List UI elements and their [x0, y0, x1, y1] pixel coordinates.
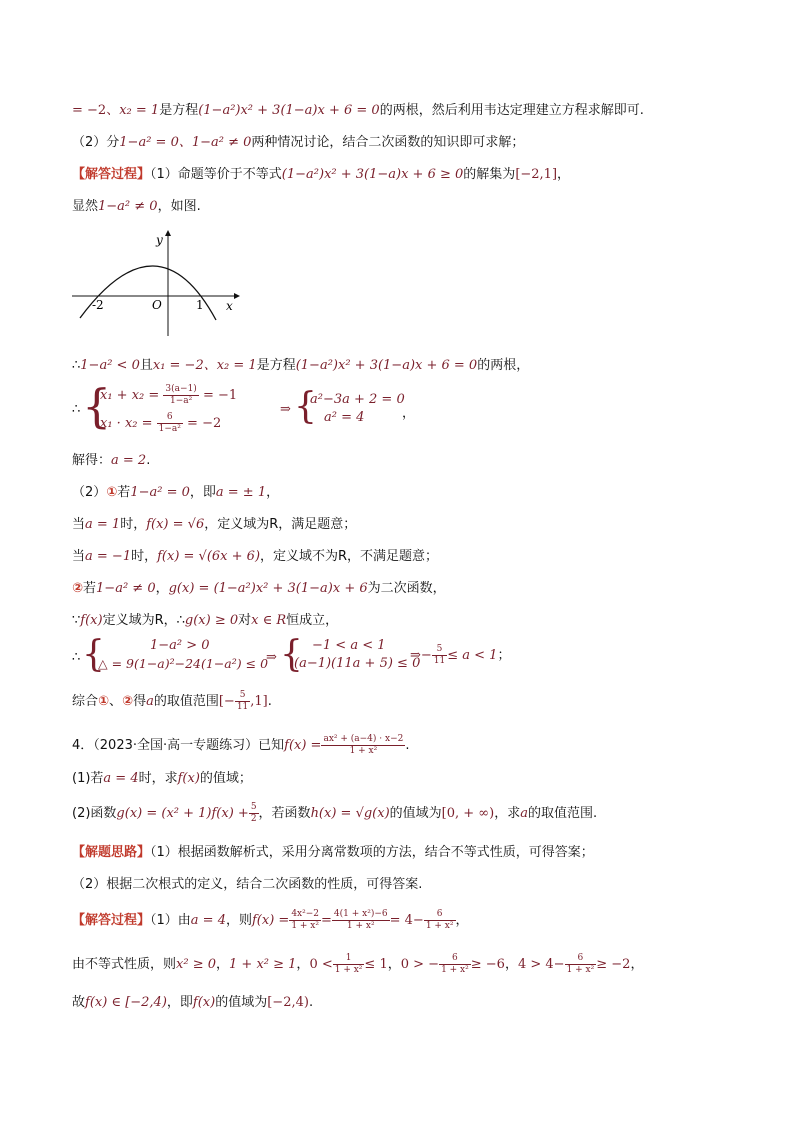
text: 时，求	[138, 771, 178, 786]
math: a²−3a + 2 = 0	[310, 392, 405, 407]
left-brace: {	[82, 634, 105, 675]
text: ，	[387, 957, 401, 972]
math: a = 1	[85, 517, 121, 532]
text: 的值域为	[215, 995, 268, 1010]
text: ，若函数	[258, 806, 311, 821]
math: a	[146, 694, 154, 709]
numerator: 1	[333, 953, 365, 965]
math: f(x) =	[284, 738, 322, 753]
parabola-graph	[68, 228, 248, 340]
text-line	[72, 357, 529, 375]
text: 当	[72, 517, 86, 532]
denominator: 11	[433, 656, 446, 666]
text: 时，	[120, 517, 147, 532]
section-tag: 【解题思路】	[72, 845, 151, 860]
text: （2）根据二次根式的定义，结合二次函数的性质，可得答案.	[72, 877, 423, 892]
text: 、	[109, 694, 123, 709]
text: （1）根据函数解析式，采用分离常数项的方法，结合不等式性质，可得答案；	[150, 845, 594, 860]
numerator: ax² + (a−4) · x−2	[323, 734, 404, 744]
math: (a−1)(11a + 5) ≤ 0	[294, 656, 421, 671]
math: 0 > −	[400, 957, 440, 972]
math: [0, + ∞)	[441, 806, 495, 821]
system-row	[100, 412, 221, 435]
numerator: 5	[432, 644, 447, 656]
text: .	[308, 995, 314, 1010]
fraction	[249, 802, 259, 825]
text-line	[72, 484, 279, 502]
math: a = −1	[85, 549, 132, 564]
text-line	[72, 548, 438, 566]
math: x₁ + x₂ =	[100, 388, 160, 403]
circled-number: ②	[72, 581, 84, 596]
numerator: 6	[439, 953, 471, 965]
denominator: 1 + x²	[566, 965, 595, 975]
text: ∴	[72, 358, 81, 373]
text: (1)若	[72, 771, 104, 786]
math: x₁ = −2、x₂ = 1	[152, 358, 257, 373]
text-line	[72, 802, 597, 826]
math: ,1]	[250, 694, 268, 709]
text: 定义域为R，∴	[102, 613, 185, 628]
text: .	[405, 738, 410, 753]
text: （2）分	[72, 135, 120, 150]
math: f(x) = √6	[146, 517, 205, 532]
numerator: 4x²−2	[291, 909, 319, 919]
text-line	[72, 102, 644, 120]
math: [−2,1]	[515, 167, 558, 182]
circled-number: ①	[106, 485, 118, 500]
text-line	[72, 690, 272, 714]
inequality-result	[410, 644, 510, 667]
denominator: 11	[236, 702, 249, 712]
math: ⇒−	[410, 648, 432, 663]
numerator: 3(a−1)	[165, 384, 197, 394]
text: 若	[117, 485, 131, 500]
text-line	[72, 844, 594, 862]
text: 综合	[72, 694, 99, 709]
text: 显然	[72, 199, 99, 214]
numerator: 6	[424, 909, 456, 921]
math: a = 2	[111, 453, 147, 468]
text: ，	[455, 913, 469, 928]
y-label: y	[156, 233, 163, 247]
math: = −2	[187, 416, 222, 431]
math: g(x) = (x² + 1)f(x) +	[116, 806, 249, 821]
text-line	[72, 908, 469, 934]
text: （1）由	[150, 913, 191, 928]
text: 的解集为	[463, 167, 516, 182]
math: 1−a² = 0	[130, 485, 190, 500]
math: ≥ −2	[596, 957, 631, 972]
math: f(x)	[177, 771, 200, 786]
therefore-symbol: ∴	[72, 402, 81, 417]
math: x² ≥ 0	[176, 957, 216, 972]
x-label: x	[226, 299, 233, 313]
math: a = 4	[103, 771, 139, 786]
denominator: 2	[250, 814, 257, 824]
origin-label: O	[152, 298, 162, 312]
math: = −1	[202, 388, 238, 403]
denominator: 1 + x²	[291, 921, 319, 931]
math: 1−a² ≠ 0	[96, 581, 156, 596]
text: （2）	[72, 485, 107, 500]
text: 故	[72, 995, 86, 1010]
numerator: 5	[250, 802, 257, 812]
text: ，	[296, 957, 310, 972]
section-tag: 【解答过程】	[72, 913, 151, 928]
text: .	[146, 453, 151, 468]
math: 0 <	[309, 957, 333, 972]
y-axis-arrow	[165, 230, 171, 236]
text: 的两根，	[477, 358, 530, 373]
text-line	[72, 770, 252, 788]
math: f(x) ∈ [−2,4)	[85, 995, 167, 1010]
math: x ∈ R	[251, 613, 287, 628]
equation-system	[72, 379, 492, 438]
text: ，定义域为R，满足题意；	[204, 517, 357, 532]
text-line	[72, 166, 570, 184]
math: x₂ = 1	[119, 103, 160, 118]
text: ，定义域不为R，不满足题意；	[260, 549, 439, 564]
fraction	[432, 644, 447, 667]
text: ∵	[72, 613, 81, 628]
text: ，如图.	[157, 199, 201, 214]
math: [−	[218, 694, 235, 709]
text: 的值域为	[389, 806, 442, 821]
text-line	[72, 580, 446, 598]
left-brace: {	[82, 379, 112, 433]
text: （2023·全国·高一专题练习）已知	[93, 738, 285, 753]
text-line	[72, 612, 338, 630]
math: (1−a²)x² + 3(1−a)x + 6 = 0	[295, 358, 478, 373]
text: 若	[83, 581, 97, 596]
math: 1−a² ≠ 0	[98, 199, 158, 214]
denominator: 1−a²	[169, 396, 193, 406]
text: ，	[155, 581, 169, 596]
math: f(x) =	[252, 913, 290, 928]
text: (2)函数	[72, 806, 117, 821]
math: 1−a² = 0、1−a² ≠ 0	[119, 135, 252, 150]
math: a	[520, 806, 528, 821]
system-row	[100, 384, 237, 407]
text: 得	[133, 694, 147, 709]
numerator: 5	[235, 690, 250, 702]
math: f(x)	[192, 995, 216, 1010]
text: 解得：	[72, 453, 112, 468]
text: 的值域；	[199, 771, 252, 786]
text: 两种情况讨论，结合二次函数的知识即可求解；	[251, 135, 525, 150]
text: 当	[72, 549, 86, 564]
fraction	[565, 953, 597, 976]
text: 且	[139, 358, 153, 373]
text: 的取值范围.	[528, 806, 598, 821]
section-tag: 【解答过程】	[72, 167, 151, 182]
math: = 4−	[389, 913, 424, 928]
math: h(x) = √g(x)	[310, 806, 390, 821]
denominator: 1 + x²	[346, 921, 375, 931]
text-line	[72, 952, 643, 978]
text: ，	[266, 485, 280, 500]
text-line	[72, 994, 313, 1012]
math: (1−a²)x² + 3(1−a)x + 6 ≥ 0	[281, 167, 464, 182]
text: ；	[497, 648, 511, 663]
fraction	[157, 412, 183, 435]
text: ，	[630, 957, 644, 972]
math: 4 > 4−	[517, 957, 565, 972]
text: 对	[238, 613, 252, 628]
denominator: 1 + x²	[334, 965, 363, 975]
fraction	[333, 953, 365, 976]
text: ，即	[189, 485, 216, 500]
text-line	[72, 876, 422, 894]
text: 为二次函数，	[367, 581, 446, 596]
text: ，即	[166, 995, 193, 1010]
text: 的取值范围	[153, 694, 219, 709]
text: ，求	[494, 806, 521, 821]
fraction	[289, 909, 321, 932]
math: a = ± 1	[215, 485, 267, 500]
math: = −2、	[72, 103, 120, 118]
fraction	[332, 909, 390, 932]
circled-number: ①	[98, 694, 110, 709]
math: f(x) = √(6x + 6)	[157, 549, 261, 564]
therefore-symbol: ∴	[72, 650, 81, 665]
math: g(x) ≥ 0	[184, 613, 239, 628]
text-line	[72, 198, 201, 216]
math: ≤ a < 1	[447, 648, 498, 663]
implies-arrow: ⇒	[266, 650, 277, 665]
text: ，	[557, 167, 571, 182]
math: 1−a² < 0	[80, 358, 140, 373]
math: f(x)	[80, 613, 103, 628]
question-number: 4．	[72, 738, 94, 753]
math: △ = 9(1−a)²−24(1−a²) ≤ 0	[98, 656, 269, 671]
math: ≤ 1	[364, 957, 388, 972]
circled-number: ②	[122, 694, 134, 709]
denominator: 1 + x²	[425, 921, 454, 931]
text: .	[267, 694, 272, 709]
text: 由不等式性质，则	[72, 957, 177, 972]
fraction	[163, 384, 198, 407]
text-line	[72, 134, 524, 152]
math: 1 + x² ≥ 1	[229, 957, 297, 972]
text-line	[72, 452, 150, 470]
text: ，	[402, 406, 416, 421]
math: a² = 4	[324, 410, 365, 425]
math: a = 4	[190, 913, 226, 928]
tick-label-minus-2: -2	[92, 298, 104, 312]
numerator: 4(1 + x²)−6	[333, 909, 388, 919]
text: ，则	[225, 913, 252, 928]
text-line	[72, 516, 356, 534]
math: (1−a²)x² + 3(1−a)x + 6 = 0	[198, 103, 380, 118]
left-brace: {	[280, 634, 303, 675]
text: ，	[504, 957, 518, 972]
text: 恒成立，	[286, 613, 339, 628]
text: 时，	[131, 549, 158, 564]
fraction	[235, 690, 250, 713]
math: [−2,4)	[267, 995, 309, 1010]
x-axis-arrow	[234, 293, 240, 299]
text: 是方程	[159, 103, 199, 118]
text: （1）命题等价于不等式	[150, 167, 282, 182]
fraction	[321, 734, 405, 757]
question-header	[72, 734, 410, 758]
text: 是方程	[256, 358, 296, 373]
math: 1−a² > 0	[150, 638, 210, 653]
implies-arrow: ⇒	[280, 402, 291, 417]
tick-label-1: 1	[196, 298, 204, 312]
fraction	[439, 953, 471, 976]
denominator: 1−a²	[158, 424, 181, 434]
denominator: 1 + x²	[441, 965, 469, 975]
text: 的两根，然后利用韦达定理建立方程求解即可.	[379, 103, 644, 118]
equation-system	[72, 636, 592, 680]
text: ，	[216, 957, 230, 972]
math: =	[321, 913, 332, 928]
denominator: 1 + x²	[349, 746, 378, 756]
left-brace: {	[294, 386, 317, 427]
math: x₁ · x₂ =	[100, 416, 153, 431]
math: g(x) = (1−a²)x² + 3(1−a)x + 6	[168, 581, 368, 596]
fraction	[424, 909, 456, 932]
numerator: 6	[157, 412, 183, 424]
numerator: 6	[565, 953, 597, 965]
math: −1 < a < 1	[312, 638, 386, 653]
math: ≥ −6	[470, 957, 505, 972]
